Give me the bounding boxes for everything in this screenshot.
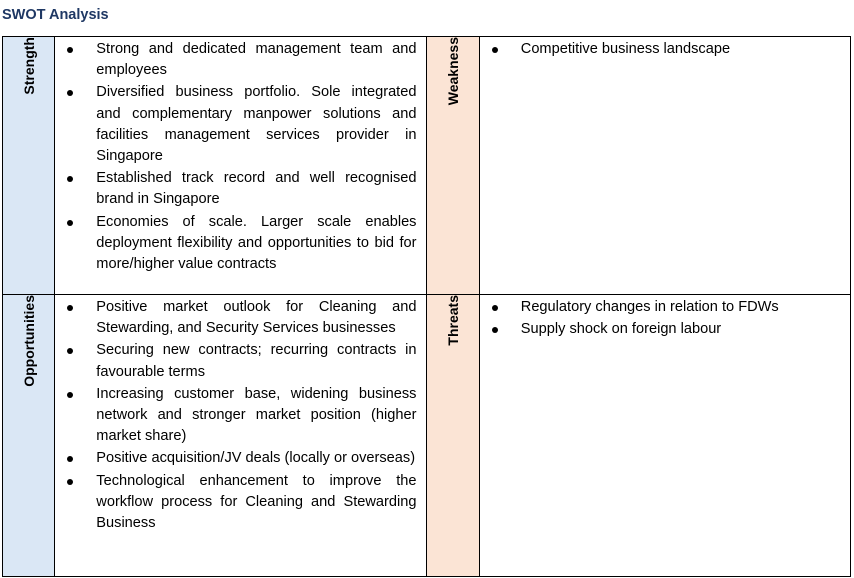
opportunities-list <box>55 295 426 534</box>
list-item <box>64 168 416 210</box>
opportunities-label-cell <box>3 295 55 577</box>
list-item-text: Regulatory changes in relation to FDWs <box>520 299 779 315</box>
list-item-text: Securing new contracts; recurring contracts in favourable terms <box>96 342 417 380</box>
opportunities-cell <box>55 295 427 577</box>
bullet-icon <box>67 348 73 354</box>
weakness-list <box>480 37 850 60</box>
bullet-icon <box>67 47 73 53</box>
bullet-icon <box>492 305 498 311</box>
list-item-text: Increasing customer base, widening business network and stronger market position (higher market share) <box>96 385 417 445</box>
list-item-text: Established track record and well recognised brand in Singapore <box>96 170 417 208</box>
strength-list <box>55 37 426 275</box>
bullet-icon <box>67 220 73 226</box>
list-item-text: Competitive business landscape <box>520 41 731 57</box>
strength-cell <box>55 37 427 295</box>
swot-table <box>2 36 851 577</box>
threats-label: Threats <box>445 295 462 346</box>
strength-label: Strength <box>20 37 37 95</box>
bullet-icon <box>67 456 73 462</box>
bullet-icon <box>492 327 498 333</box>
bullet-icon <box>492 47 498 53</box>
strength-label-cell <box>3 37 55 295</box>
bullet-icon <box>67 90 73 96</box>
list-item-text: Strong and dedicated management team and employees <box>96 41 417 79</box>
swot-row-bottom <box>3 295 851 577</box>
list-item-text: Economies of scale. Larger scale enables deployment flexibility and opportunities to bid for more/higher value contracts <box>96 213 417 273</box>
page-title: SWOT Analysis <box>2 7 109 23</box>
threats-label-cell <box>427 295 479 577</box>
list-item <box>64 297 416 339</box>
weakness-label: Weakness <box>445 37 462 106</box>
threats-list <box>480 295 850 340</box>
list-item <box>64 448 416 469</box>
bullet-icon <box>67 392 73 398</box>
list-item <box>64 212 416 276</box>
bullet-icon <box>67 176 73 182</box>
list-item <box>489 297 840 318</box>
opportunities-label: Opportunities <box>20 295 37 387</box>
list-item <box>64 39 416 81</box>
list-item <box>64 384 416 448</box>
threats-cell <box>479 295 850 577</box>
weakness-cell <box>479 37 850 295</box>
list-item-text: Diversified business portfolio. Sole integrated and complementary manpower solutions and facilities management services provider in Singapore <box>96 84 417 165</box>
list-item-text: Positive acquisition/JV deals (locally or overseas) <box>96 450 416 467</box>
swot-row-top <box>3 37 851 295</box>
bullet-icon <box>67 479 73 485</box>
weakness-label-cell <box>427 37 479 295</box>
list-item <box>64 82 416 167</box>
list-item <box>64 340 416 382</box>
list-item <box>64 471 416 535</box>
list-item-text: Positive market outlook for Cleaning and Stewarding, and Security Services businesses <box>96 299 417 337</box>
list-item <box>489 319 840 340</box>
bullet-icon <box>67 305 73 311</box>
list-item <box>489 39 840 60</box>
list-item-text: Technological enhancement to improve the workflow process for Cleaning and Stewarding Business <box>96 472 417 532</box>
list-item-text: Supply shock on foreign labour <box>520 321 722 338</box>
